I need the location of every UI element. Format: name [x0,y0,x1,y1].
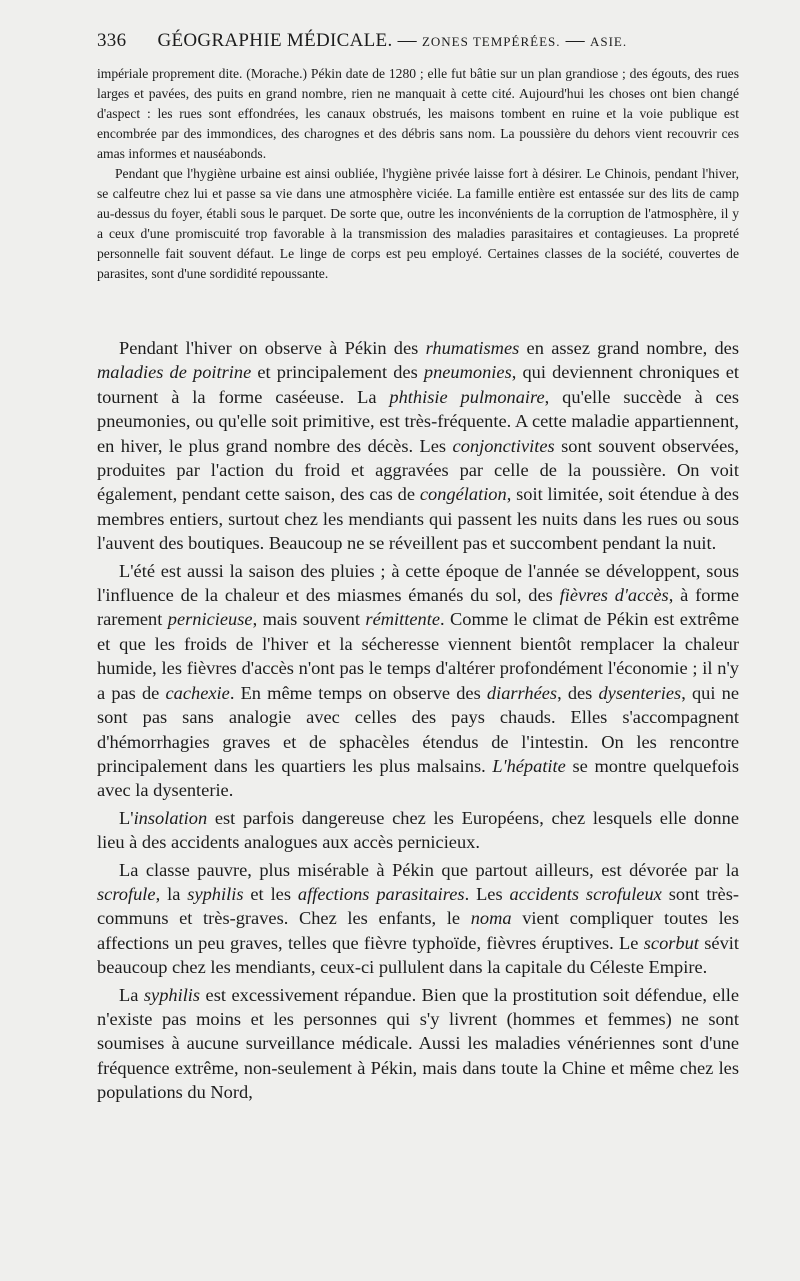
text-run: et les [243,883,298,904]
small-paragraph: Pendant que l'hygiène urbaine est ainsi oubliée, l'hygiène privée laisse fort à désirer. Le Chinois, pendant l'hiver, se calfeutre chez lui et passe sa vie dans une atmosphère viciée. La famille entière est entassée sur des lits de camp au-dessus du foyer, établi sous le parquet. De sorte que, outre les inconvénients de la corruption de l'atmosphère, il y a ceux d'une promiscuité trop favorable à la transmission des maladies parasitaires et contagieuses. La propreté personnelle fait souvent défaut. Le linge de corps est peu employé. Certaines classes de la société, couvertes de parasites, sont d'une sordidité repoussante. [97,166,739,281]
page-number: 336 [97,30,127,51]
text-run: et principalement des [251,362,424,383]
italic-term: maladies de poitrine [97,362,252,383]
text-run: , mais souvent [252,609,366,630]
italic-term: diarrhées [486,682,558,703]
italic-term: cachexie [165,682,230,703]
italic-term: insolation [133,807,208,828]
italic-term: affections parasitaires [297,883,465,904]
main-paragraph [97,559,739,803]
text-run: se montre quelquefois avec la dysenterie. [97,755,739,801]
text-run: sont très-communs et très-graves. Chez les enfants, le [97,883,739,929]
text-run: sévit beaucoup chez les mendiants, ceux-ci pullulent dans la capitale du Céleste Empire. [97,932,739,978]
main-paragraph [97,858,739,980]
main-paragraph [97,806,739,855]
small-paragraph: impériale proprement dite. (Morache.) Pékin date de 1280 ; elle fut bâtie sur un plan grandiose ; des égouts, des rues larges et pavées, des puits en grand nombre, rien ne manquait à cette cité. Aujourd'hui les choses ont bien changé d'aspect : les rues sont effondrées, les canaux obstrués, les maisons tombent en ruine et la voie publique est encombrée par des immondices, des charognes et des débris sans nom. La poussière du dehors vient recouvrir ces amas informes et nauséabonds. [97,66,739,161]
italic-term: conjonctivites [452,435,555,456]
text-run: L'été est aussi la saison des pluies ; à cette époque de l'année se développent, sous l'influence de la chaleur et des miasmes émanés du sol, des [97,560,739,606]
text-run: en assez grand nombre, des [519,338,740,358]
section-zone: ZONES TEMPÉRÉES. [421,34,561,49]
text-run: sont souvent observées, produites par l'action du froid et aggravées par celle de la poussière. On voit également, pendant cette saison, des cas de [97,435,739,505]
text-run: , la [155,883,188,904]
text-run: La [119,984,144,1005]
italic-term: syphilis [187,883,244,904]
text-run: , qui deviennent chroniques et tournent à la forme caséeuse. La [97,362,739,407]
italic-term: scrofule [97,883,156,904]
header-dash: — [397,30,417,51]
section-region: ASIE. [589,34,628,49]
main-paragraph [97,983,739,1105]
italic-term: rémittente [365,609,440,630]
text-run: est excessivement répandue. Bien que la prostitution soit défendue, elle n'existe pas moins et les personnes qui s'y livrent (hommes et femmes) ne sont soumises à aucune surveillance médicale. Aussi les maladies vénériennes sont d'une fréquence extrême, non-seulement à Pékin, mais dans toute la Chine et même chez les populations du Nord, [97,984,739,1103]
running-header [97,30,737,60]
text-run: vient compliquer toutes les affections un peu graves, telles que fièvre typhoïde, fièvres éruptives. Le [97,908,740,953]
text-run: . Les [464,883,510,904]
text-run: , des [557,682,599,703]
text-run: , qu'elle succède à ces pneumonies, ou qu'elle soit primitive, est très-fréquente. A cette maladie appartiennent, en hiver, le plus grand nombre des décès. Les [97,386,739,456]
header-dash: — [565,30,585,51]
running-title: GÉOGRAPHIE MÉDICALE. [157,30,393,51]
italic-term: congélation [419,484,507,505]
italic-term: rhumatismes [425,338,520,358]
italic-term: pneumonies [423,362,512,383]
text-run: , soit limitée, soit étendue à des membres entiers, surtout chez les mendiants qui passent les nuits dans les rues ou sous l'auvent des boutiques. Beaucoup ne se réveillent pas et succombent pendant la nuit. [97,484,739,554]
italic-term: scorbut [643,932,699,953]
italic-term: dysenteries [598,682,682,703]
text-run: . Comme le climat de Pékin est extrême et que les froids de l'hiver et la sécheresse viennent bientôt remplacer la chaleur humide, les fièvres d'accès n'ont pas le temps d'altérer profondément l'économie ; il n'y a pas de [97,609,739,703]
text-run: La classe pauvre, plus misérable à Pékin que partout ailleurs, est dévorée par la [119,859,739,880]
text-run: est parfois dangereuse chez les Européens, chez lesquels elle donne lieu à des accidents analogues aux accès pernicieux. [97,807,739,853]
text-run: , qui ne sont pas sans analogie avec celles des pays chauds. Elles s'accompagnent d'hémorrhagies graves et de sphacèles étendus de l'intestin. On les rencontre principalement dans les quartiers les plus malsains. [97,682,739,776]
text-run: L' [119,807,134,828]
italic-term: accidents scrofuleux [509,883,662,904]
text-run: , à forme rarement [97,585,739,630]
italic-term: L'hépatite [492,755,566,776]
text-run: . En même temps on observe des [229,682,487,703]
text-run: Pendant l'hiver on observe à Pékin des [119,338,426,358]
main-paragraph [97,336,739,556]
italic-term: pernicieuse [167,609,253,630]
italic-term: noma [470,908,512,929]
small-print-block [97,64,739,284]
main-text-block [97,336,739,1108]
italic-term: syphilis [143,984,201,1005]
italic-term: fièvres d'accès [559,585,669,606]
italic-term: phthisie pulmonaire [389,386,545,407]
